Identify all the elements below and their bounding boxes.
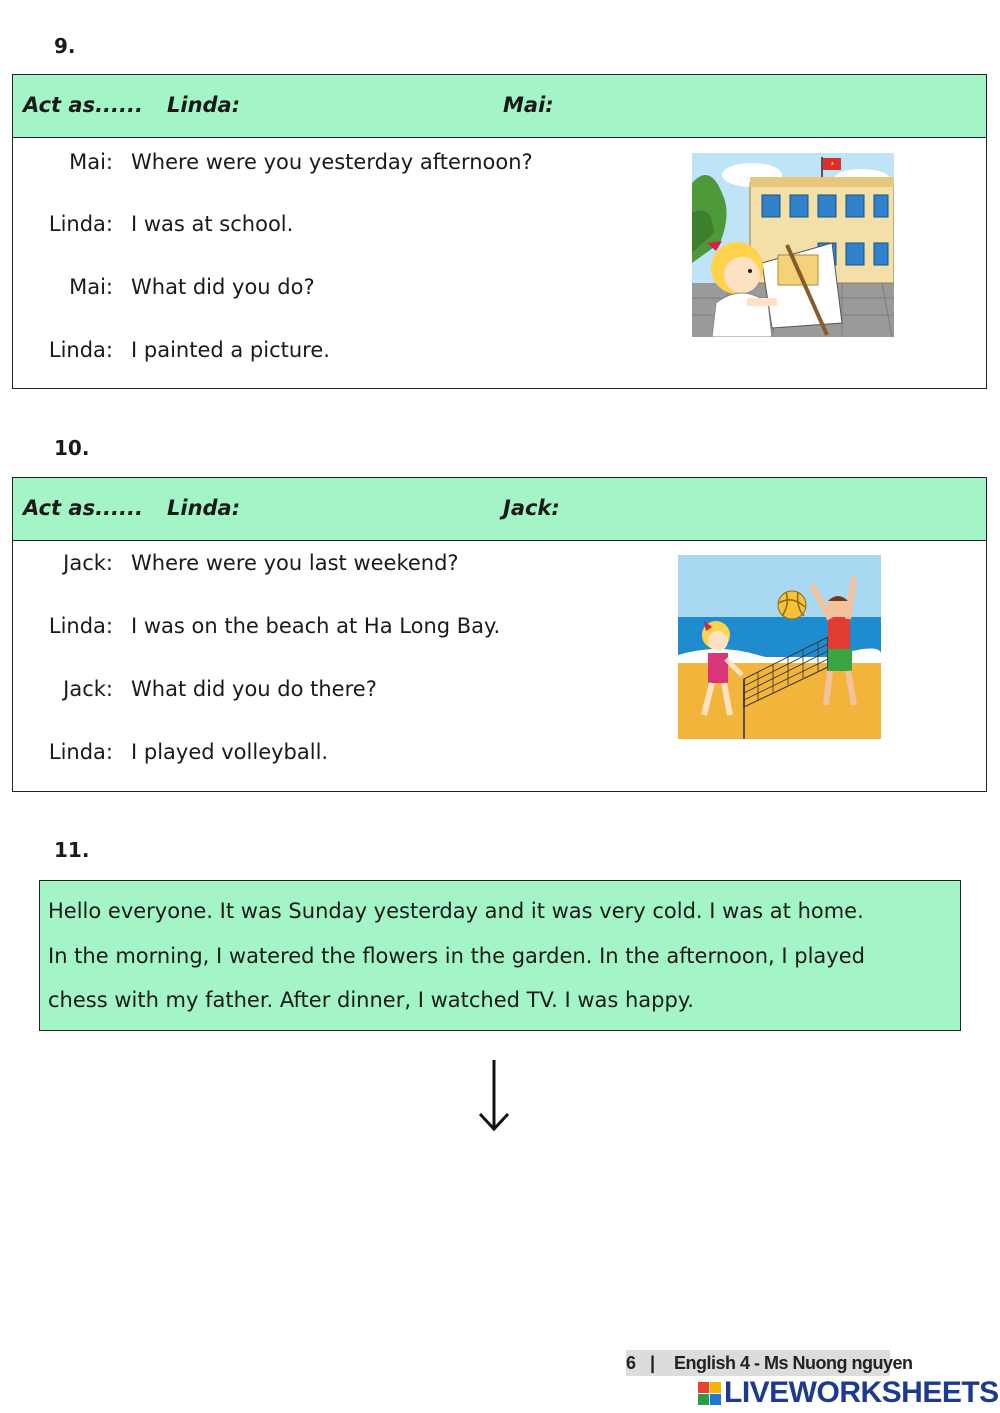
role-b-label: Mai: (503, 93, 554, 117)
act-as-label: Act as...... (23, 93, 143, 117)
utterance: What did you do? (131, 275, 315, 299)
dialogue-box-9 (12, 74, 987, 389)
utterance: What did you do there? (131, 677, 377, 701)
utterance: Where were you last weekend? (131, 551, 459, 575)
role-b-label: Jack: (503, 496, 560, 520)
page-footer (626, 1350, 913, 1376)
role-a-label: Linda: (167, 93, 241, 117)
role-a-label: Linda: (167, 496, 241, 520)
exercise-number: 11. (54, 838, 90, 862)
passage-line: chess with my father. After dinner, I watched TV. I was happy. (48, 988, 694, 1012)
beach-volleyball-illustration (678, 555, 881, 739)
dialogue-header (13, 478, 986, 541)
utterance: I was at school. (131, 212, 294, 236)
speaker-label: Linda: (48, 338, 113, 362)
speaker-label: Linda: (48, 740, 113, 764)
logo-text: LIVEWORKSHEETS (724, 1376, 999, 1409)
dialogue-header (13, 75, 986, 138)
exercise-number: 10. (54, 436, 90, 460)
utterance: I was on the beach at Ha Long Bay. (131, 614, 501, 638)
down-arrow-icon (474, 1058, 514, 1134)
speaker-label: Linda: (48, 212, 113, 236)
act-as-label: Act as...... (23, 496, 143, 520)
utterance: I painted a picture. (131, 338, 330, 362)
speaker-label: Mai: (69, 275, 113, 299)
logo-blocks-icon (698, 1382, 722, 1406)
exercise-number: 9. (54, 34, 76, 58)
page-number: 6 (626, 1353, 637, 1373)
utterance: Where were you yesterday afternoon? (131, 150, 533, 174)
reading-passage (39, 880, 961, 1031)
girl-painting-school-illustration (692, 153, 894, 337)
speaker-label: Jack: (63, 677, 113, 701)
passage-line: In the morning, I watered the flowers in the garden. In the afternoon, I played (48, 943, 865, 968)
footer-text: English 4 - Ms Nuong nguyen (674, 1353, 913, 1373)
dialogue-box-10 (12, 477, 987, 792)
speaker-label: Linda: (48, 614, 113, 638)
speaker-label: Jack: (63, 551, 113, 575)
passage-line: Hello everyone. It was Sunday yesterday and it was very cold. I was at home. (48, 899, 864, 923)
liveworksheets-logo (698, 1376, 998, 1410)
utterance: I played volleyball. (131, 740, 329, 764)
speaker-label: Mai: (69, 150, 113, 174)
footer-separator: | (650, 1353, 656, 1373)
